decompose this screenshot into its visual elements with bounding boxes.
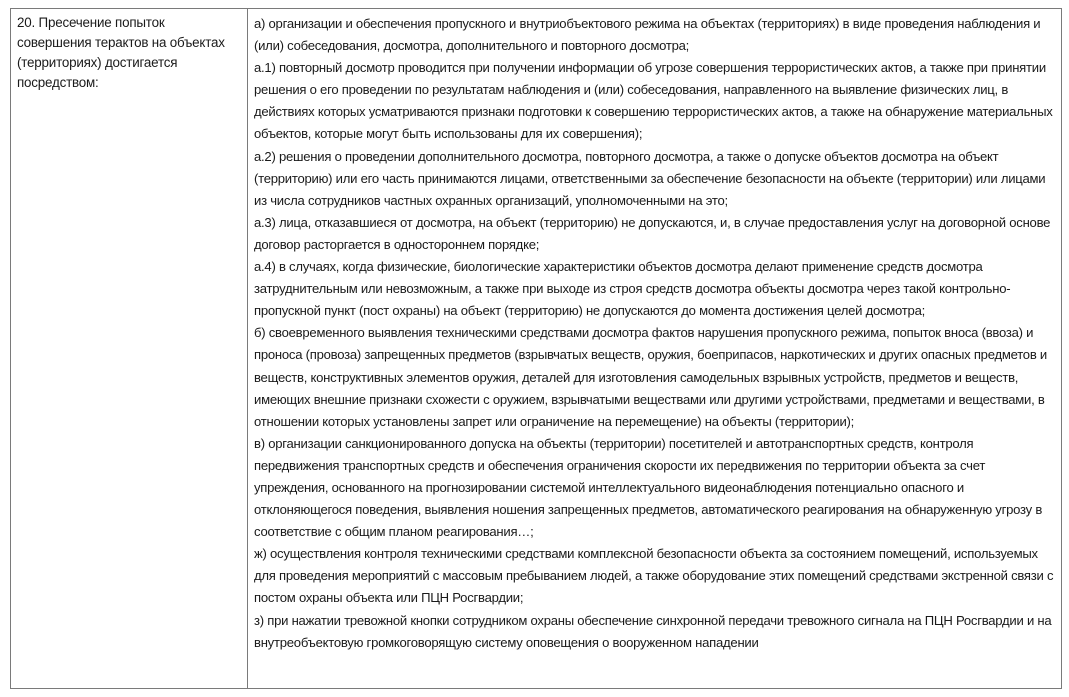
paragraph-zh: ж) осуществления контроля техническими средствами комплексной безопасности объекта за состоянием помещений, используемых для проведения мероприятий с массовым пребыванием людей, а также оборудование этих помещений средствами экстренной связи с постом охраны объекта или ПЦН Росгвардии; xyxy=(254,546,1054,606)
paragraph-v: в) организации санкционированного допуска на объекты (территории) посетителей и автотранспортных средств, контроля передвижения транспортных средств и обеспечения ограничения скорости их передвижения по территории объекта за счет упреждения, основанного на прогнозировании системой интеллектуального видеонаблюдения потенциально опасного и отклоняющегося поведения, выявления ношения запрещенных предметов, автоматического реагирования на обнаруженную угрозу в соответствие с общим планом реагирования…; xyxy=(254,435,1043,540)
clause-body-cell xyxy=(248,9,1062,689)
paragraph-b: б) своевременного выявления техническими средствами досмотра фактов нарушения пропускного режима, попыток вноса (ввоза) и проноса (провоза) запрещенных предметов (взрывчатых веществ, оружия, боеприпасов, наркотических и других опасных предметов и веществ, конструктивных элементов оружия, деталей для изготовления самодельных взрывных устройств, предметов и веществ, имеющих внешние признаки схожести с оружием, взрывчатыми веществами или другими устройствами, предметами и веществами, в отношении которых установлены запрет или ограничение на перемещение) на объекты (территории); xyxy=(254,325,1047,429)
paragraph-a1: а.1) повторный досмотр проводится при получении информации об угрозе совершения террористических актов, а также при принятии решения о его проведении по результатам наблюдения и (или) собеседования, направленного на выявление физических лиц, в действиях которых усматриваются признаки подготовки к совершению террористических актов, а также на обнаружение материальных объектов, которые могут быть использованы для их совершения); xyxy=(254,60,1053,142)
paragraph-a3: а.3) лица, отказавшиеся от досмотра, на объект (территорию) не допускаются, и, в случае предоставления услуг на договорной основе договор расторгается в одностороннем порядке; xyxy=(254,214,1051,252)
paragraph-a4: а.4) в случаях, когда физические, биологические характеристики объектов досмотра делают применение средств досмотра затруднительным или невозможным, а также при выходе из строя средств досмотра объекты досмотра через такой контрольно-пропускной пункт (пост охраны) на объект (территорию) не допускаются до момента достижения целей досмотра; xyxy=(254,259,1011,319)
paragraph-a: а) организации и обеспечения пропускного и внутриобъектового режима на объектах (территориях) в виде проведения наблюдения и (или) собеседования, досмотра, дополнительного и повторного досмотра; xyxy=(254,16,1041,54)
paragraph-a2: а.2) решения о проведении дополнительного досмотра, повторного досмотра, а также о допуске объектов досмотра на объект (территорию) или его часть принимаются лицами, ответственными за обеспечение безопасности на объекте (территории) или лицами из числа сотрудников частных охранных организаций, уполномоченными на это; xyxy=(254,148,1046,208)
requirements-table xyxy=(10,8,1062,689)
paragraph-z: з) при нажатии тревожной кнопки сотрудником охраны обеспечение синхронной передачи тревожного сигнала на ПЦН Росгвардии и на внутреобъектовую громкоговорящую систему оповещения о вооруженном нападении xyxy=(254,612,1052,650)
clause-title-cell xyxy=(11,9,248,689)
table-row xyxy=(11,9,1062,689)
clause-title: 20. Пресечение попыток совершения терактов на объектах (территориях) достигается посредством: xyxy=(17,15,225,90)
